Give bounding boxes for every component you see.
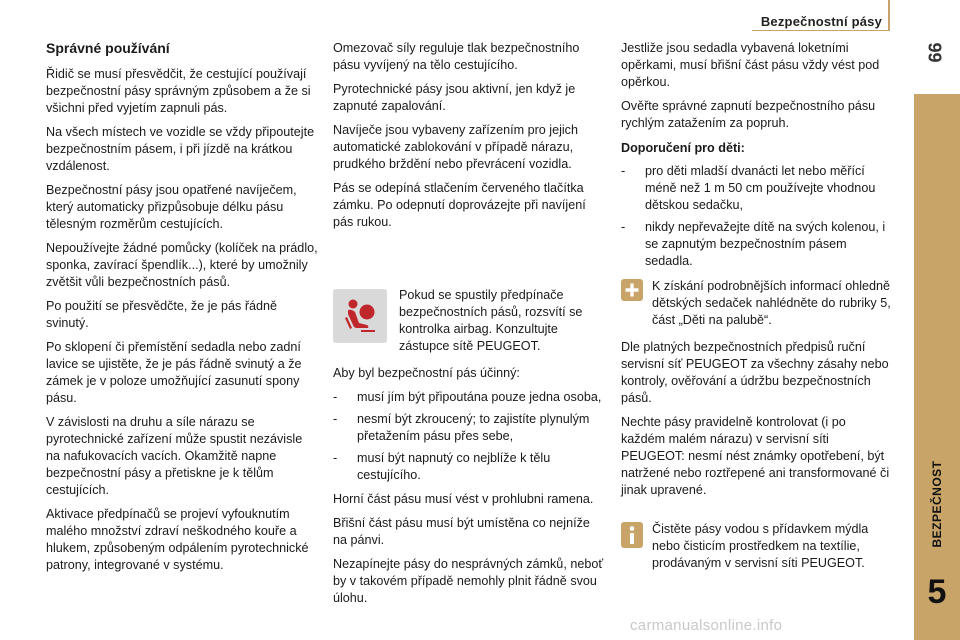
airbag-notice-text: Pokud se spustily předpínače bezpečnostních pásů, rozsvítí se kontrolka airbag. Konzultujte zástupce sítě PEUGEOT. (399, 288, 583, 353)
info-icon (621, 522, 643, 548)
plus-notice (621, 278, 891, 329)
column-2 (333, 40, 605, 614)
effective-intro: Aby byl bezpečnostní pás účinný: (333, 366, 520, 380)
page-number: 99 (924, 42, 945, 63)
paragraph: Aktivace předpínačů se projeví vyfouknutím malého množství zdraví neškodného kouře a hlukem, způsobeným odpálením pyrotechnické patrony, integrované v systému. (46, 507, 309, 572)
column-1 (46, 40, 318, 581)
chapter-label: BEZPEČNOST (930, 460, 944, 548)
airbag-notice (333, 287, 605, 355)
paragraph: Nezapínejte pásy do nesprávných zámků, neboť by v takovém případě nemohly plnit řádně svou úlohu. (333, 557, 604, 605)
paragraph: Jestliže jsou sedadla vybavená loketními opěrkami, musí břišní část pásu vždy vést pod opěrkou. (621, 41, 880, 89)
paragraph: Omezovač síly reguluje tlak bezpečnostního pásu vyvíjený na tělo cestujícího. (333, 41, 580, 72)
list-item: - pro děti mladší dvanácti let nebo měřící méně než 1 m 50 cm používejte vhodnou dětskou sedačku, (621, 163, 891, 214)
paragraph: Horní část pásu musí vést v prohlubni ramena. (333, 492, 594, 506)
paragraph: Nepoužívejte žádné pomůcky (kolíček na prádlo, sponka, zavírací špendlík...), které by umožnily zvětšit vůli bezpečnostních pásů. (46, 241, 318, 289)
children-heading: Doporučení pro děti: (621, 141, 745, 155)
header-rule (888, 0, 890, 30)
paragraph: Břišní část pásu musí být umístěna co nejníže na pánvi. (333, 516, 590, 547)
paragraph: Navíječe jsou vybaveny zařízením pro jejich automatické zablokování v případě nárazu, prudkého brždění nebo převrácení vozidla. (333, 123, 578, 171)
info-notice-text: Čistěte pásy vodou s přídavkem mýdla nebo čisticím prostředkem na textílie, prodávaným v servisní síti PEUGEOT. (652, 522, 869, 570)
column-3 (621, 40, 891, 582)
paragraph: Pás se odepíná stlačením červeného tlačítka zámku. Po odepnutí doprovázejte při navíjení pás rukou. (333, 181, 586, 229)
chapter-number: 5 (927, 573, 947, 611)
paragraph: Po sklopení či přemístění sedadla nebo zadní lavice se ujistěte, že je pás řádně svinutý a že zámek je v poloze umožňující zasunutí spony pásu. (46, 340, 302, 405)
watermark: carmanualsonline.info (630, 617, 783, 634)
paragraph: Ověřte správné zapnutí bezpečnostního pásu rychlým zatažením za popruh. (621, 99, 876, 130)
paragraph: Dle platných bezpečnostních předpisů ruční servisní síť PEUGEOT za všechny zásahy nebo kontroly, ověřování a údržbu bezpečnostních pásů. (621, 340, 889, 405)
children-list (621, 163, 891, 270)
paragraph: Pyrotechnické pásy jsou aktivní, jen když je zapnuté zapalování. (333, 82, 576, 113)
paragraph: Po použití se přesvědčte, že je pás řádně svinutý. (46, 299, 278, 330)
paragraph: Bezpečnostní pásy jsou opatřené navíječem, který automaticky přizpůsobuje délku pásu tělesným rozměrům cestujících. (46, 183, 297, 231)
section-title: Správné používání (46, 40, 170, 56)
paragraph: Na všech místech ve vozidle se vždy připoutejte bezpečnostním pásem, i při jízdě na krátkou vzdálenost. (46, 125, 315, 173)
airbag-warning-icon (333, 289, 387, 343)
paragraph: Řidič se musí přesvědčit, že cestující používají bezpečnostní pásy správným způsobem a že si všichni před vyjetím zapnuli pás. (46, 67, 311, 115)
plus-notice-text: K získání podrobnějších informací ohledně dětských sedaček nahlédněte do rubriky 5, část „Děti na palubě“. (652, 279, 891, 327)
page-header-title: Bezpečnostní pásy (760, 14, 882, 29)
list-item: - nesmí být zkroucený; to zajistíte plynulým přetažením pásu přes sebe, (333, 411, 605, 445)
plus-icon (621, 279, 643, 301)
chapter-side-tab (914, 94, 960, 640)
paragraph: V závislosti na druhu a síle nárazu se pyrotechnické zařízení může spustit nezávisle na nafukovacích vacích. Okamžitě napne bezpečnostní pásy a přetiskne je k tělům cestujících. (46, 415, 303, 497)
list-item: - musí být napnutý co nejblíže k tělu cestujícího. (333, 450, 605, 484)
list-item: - musí jím být připoutána pouze jedna osoba, (333, 389, 605, 406)
effective-list (333, 389, 605, 484)
info-notice (621, 521, 891, 572)
paragraph: Nechte pásy pravidelně kontrolovat (i po každém malém nárazu) v servisní síti PEUGEOT: nesmí nést známky opotřebení, být natržené nebo roztřepené ani transformované či jinak upravené. (621, 415, 890, 497)
list-item: - nikdy nepřevažejte dítě na svých kolenou, i se zapnutým bezpečnostním pásem sedadla. (621, 219, 891, 270)
header-line (752, 30, 890, 31)
